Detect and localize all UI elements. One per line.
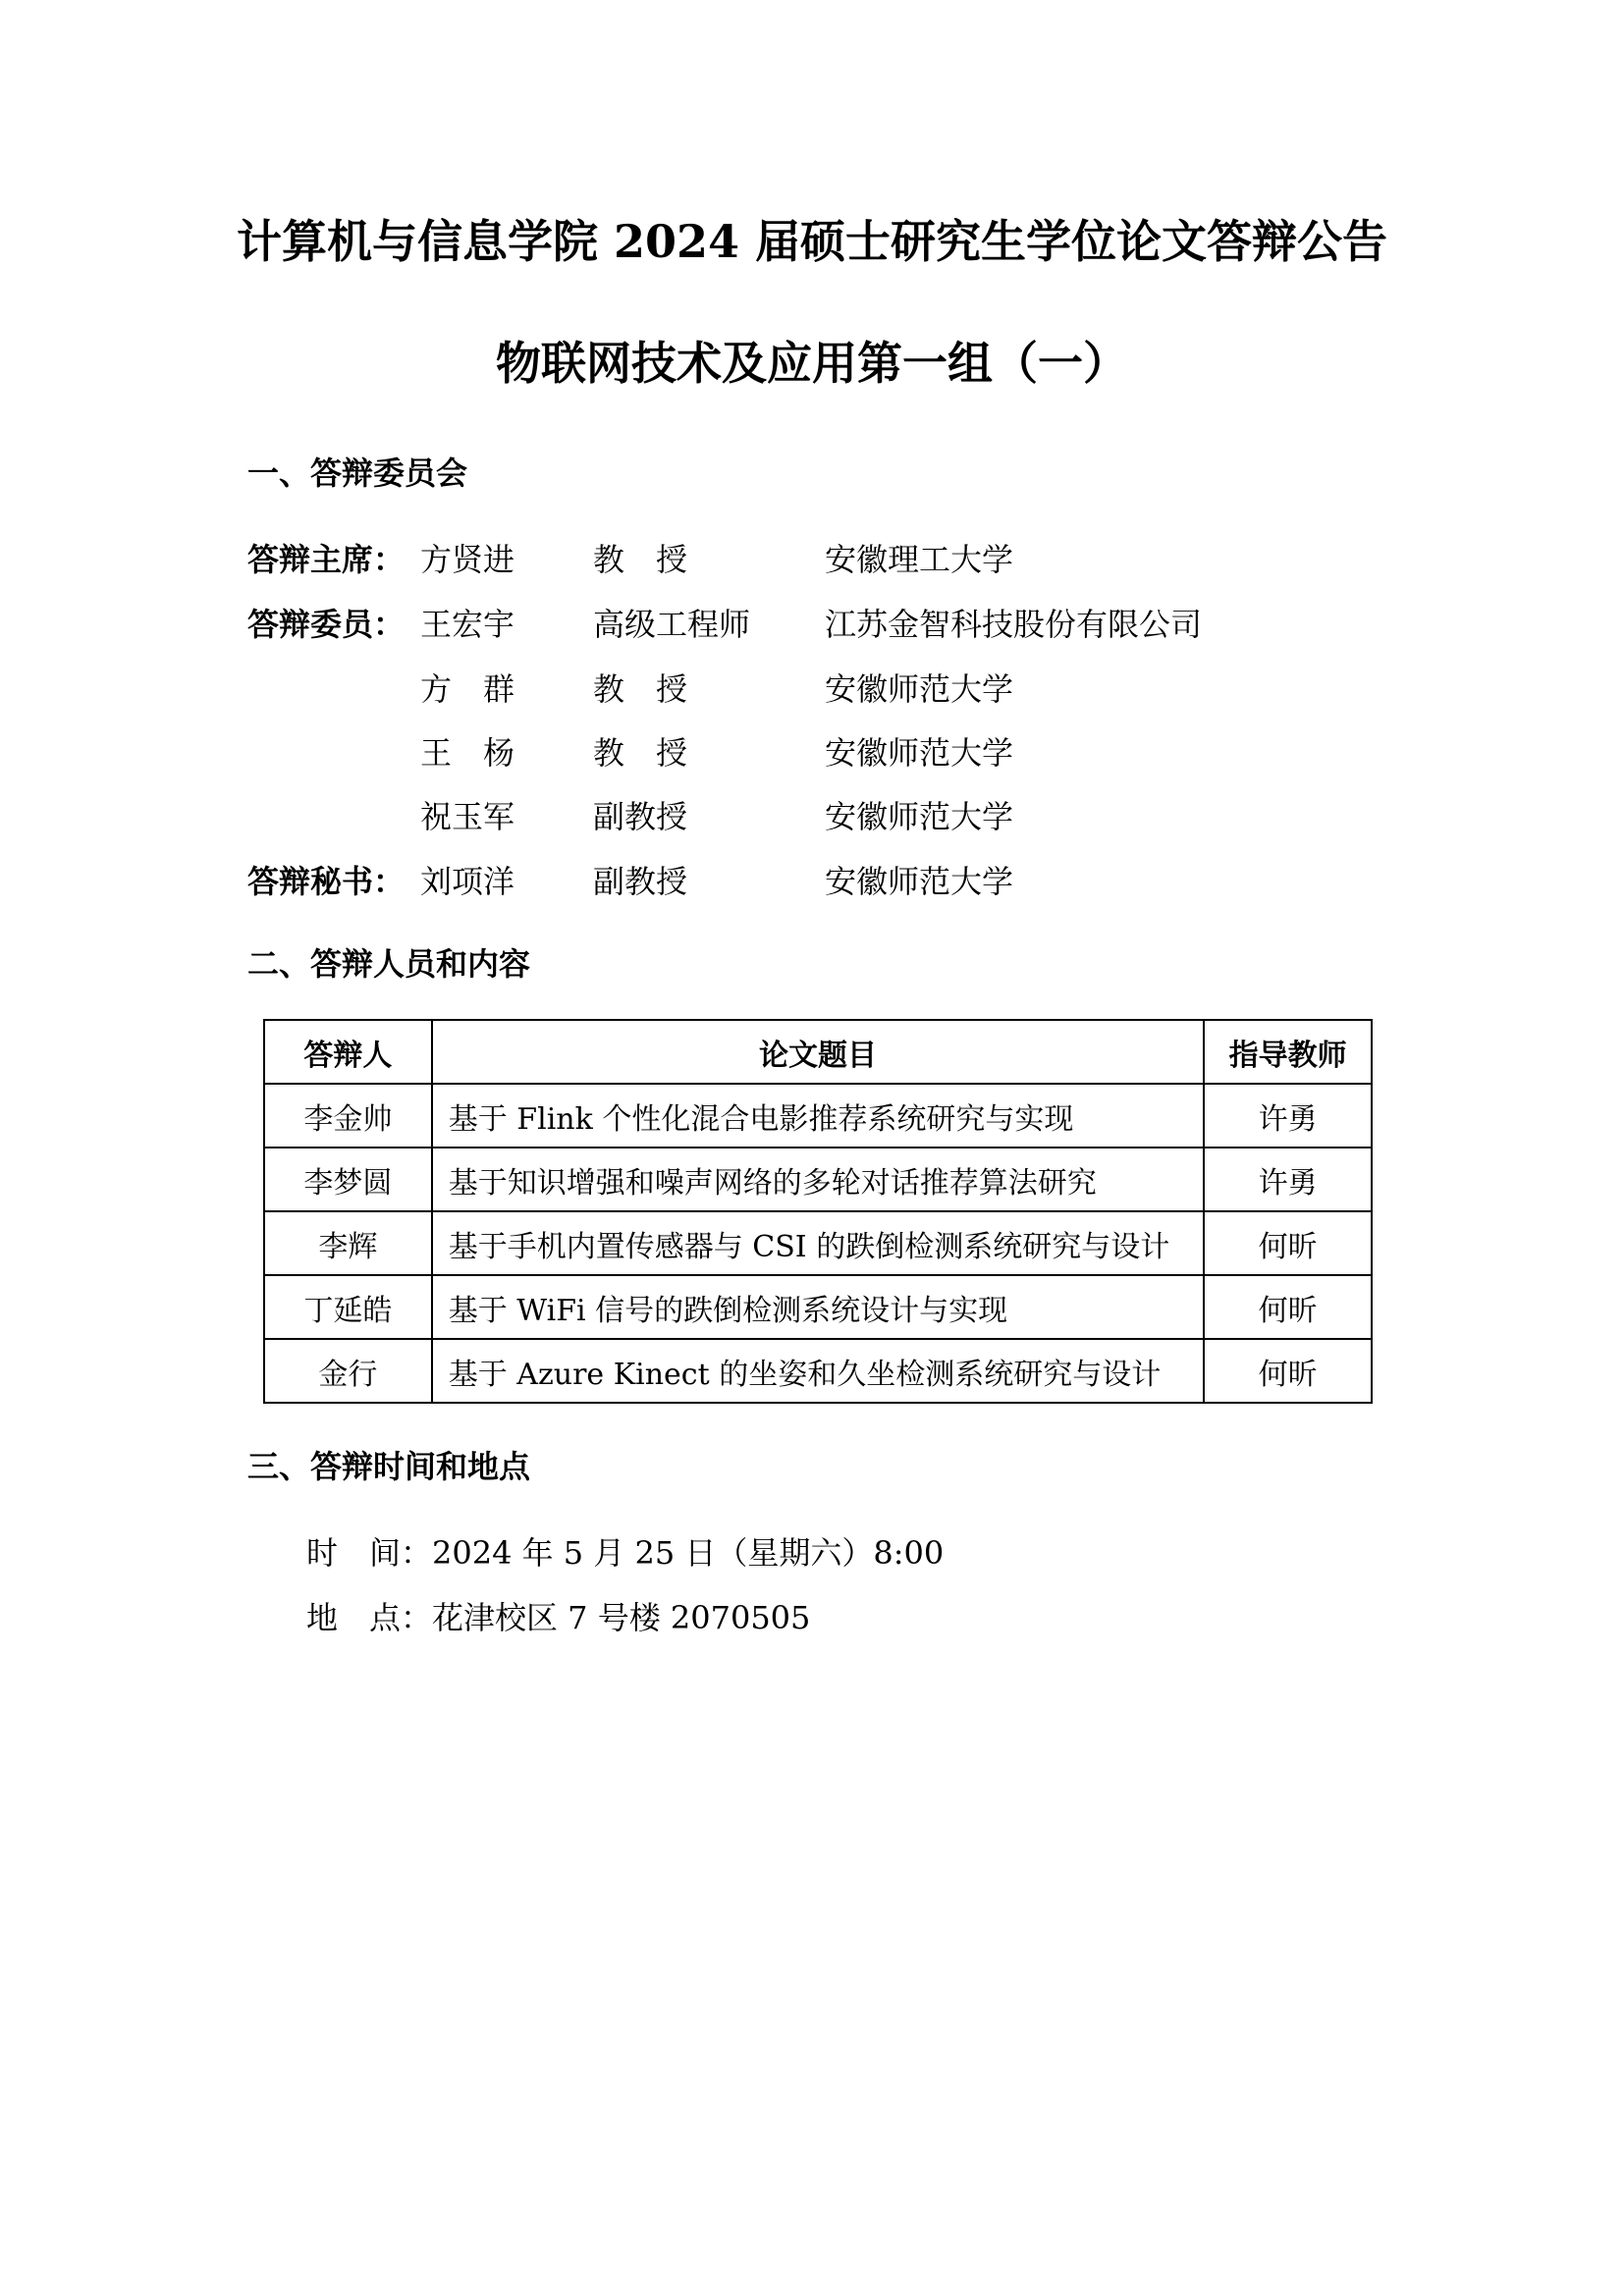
time-value: ：2024 年 5 月 25 日（星期六）8:00 [401,1534,945,1572]
committee-row [247,667,1426,711]
table-header-topic: 论文题目 [432,1020,1204,1084]
committee-row [247,795,1426,838]
advisor-cell: 许勇 [1204,1084,1372,1148]
committee-org: 江苏金智科技股份有限公司 [825,606,1203,643]
committee-row [247,860,1426,903]
committee-name: 方贤进 [420,541,515,578]
defense-time [306,1531,944,1575]
advisor-cell: 何昕 [1204,1211,1372,1275]
committee-org: 安徽师范大学 [825,798,1014,835]
student-cell: 李梦圆 [264,1148,432,1211]
place-value: ：花津校区 7 号楼 2070505 [401,1599,811,1636]
defense-place [306,1596,810,1639]
committee-title: 教 授 [593,670,688,708]
committee-row [247,538,1426,581]
place-label: 地点 [306,1599,401,1636]
table-row [264,1211,1372,1275]
advisor-cell: 许勇 [1204,1148,1372,1211]
page-title: 计算机与信息学院 2024 届硕士研究生学位论文答辩公告 [236,215,1388,268]
committee-name: 祝玉军 [420,798,515,835]
table-header-row [264,1020,1372,1084]
table-header-advisor: 指导教师 [1204,1020,1372,1084]
section-heading-students: 二、答辩人员和内容 [247,945,531,983]
student-cell: 李金帅 [264,1084,432,1148]
committee-org: 安徽理工大学 [825,541,1014,578]
committee-title: 副教授 [593,863,688,900]
student-cell: 李辉 [264,1211,432,1275]
table-header-student: 答辩人 [264,1020,432,1084]
committee-role: 答辩秘书： [247,863,406,900]
committee-role: 答辩主席： [247,541,406,578]
defense-table [263,1019,1373,1404]
time-label: 时间 [306,1534,401,1572]
committee-title: 教 授 [593,734,688,772]
committee-name: 刘项洋 [420,863,515,900]
topic-cell: 基于知识增强和噪声网络的多轮对话推荐算法研究 [432,1148,1204,1211]
advisor-cell: 何昕 [1204,1275,1372,1339]
committee-name: 方 群 [420,670,515,708]
topic-cell: 基于 Azure Kinect 的坐姿和久坐检测系统研究与设计 [432,1339,1204,1403]
committee-title: 教 授 [593,541,688,578]
table-row [264,1339,1372,1403]
topic-cell: 基于 WiFi 信号的跌倒检测系统设计与实现 [432,1275,1204,1339]
student-cell: 金行 [264,1339,432,1403]
table-row [264,1084,1372,1148]
committee-title: 副教授 [593,798,688,835]
committee-row [247,731,1426,774]
section-heading-time-place: 三、答辩时间和地点 [247,1448,531,1485]
topic-cell: 基于 Flink 个性化混合电影推荐系统研究与实现 [432,1084,1204,1148]
student-cell: 丁延皓 [264,1275,432,1339]
committee-org: 安徽师范大学 [825,670,1014,708]
committee-role: 答辩委员： [247,606,406,643]
committee-org: 安徽师范大学 [825,734,1014,772]
page-subtitle: 物联网技术及应用第一组（一） [496,337,1128,390]
advisor-cell: 何昕 [1204,1339,1372,1403]
committee-org: 安徽师范大学 [825,863,1014,900]
table-row [264,1275,1372,1339]
table-row [264,1148,1372,1211]
committee-title: 高级工程师 [593,606,751,643]
topic-cell: 基于手机内置传感器与 CSI 的跌倒检测系统研究与设计 [432,1211,1204,1275]
committee-row [247,603,1426,646]
committee-name: 王 杨 [420,734,515,772]
committee-name: 王宏宇 [420,606,515,643]
section-heading-committee: 一、答辩委员会 [247,454,468,492]
